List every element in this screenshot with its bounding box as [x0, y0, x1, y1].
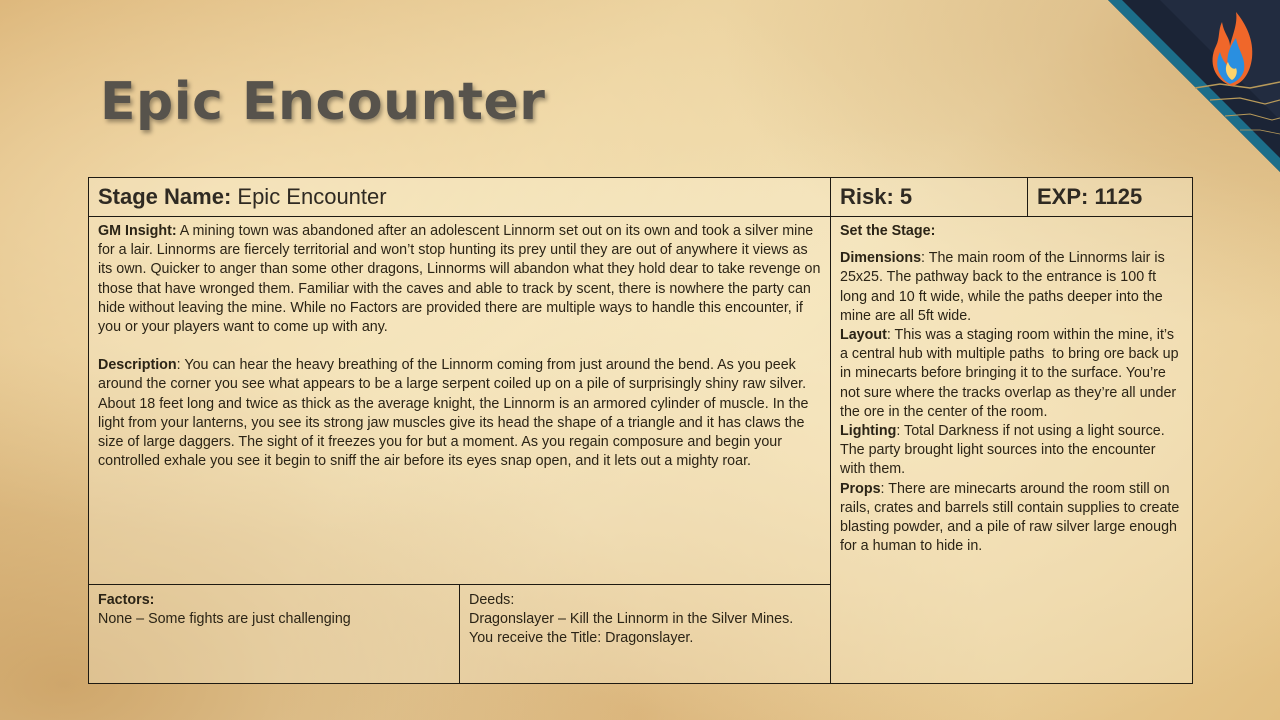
- dimensions-label: Dimensions: [840, 250, 922, 267]
- exp-cell: [1027, 177, 1193, 217]
- lighting-label: Lighting: [840, 423, 897, 440]
- risk-cell: [830, 177, 1028, 217]
- props-paragraph: [840, 480, 1183, 557]
- factors-text: None – Some fights are just challenging: [98, 611, 351, 628]
- factors-label: Factors:: [98, 592, 155, 608]
- props-text: : There are minecarts around the room still on rails, crates and barrels still contain supplies to create blasting powder, and a pile of raw silver large enough for a human to hide in.: [840, 480, 1180, 555]
- set-the-stage-cell: [830, 216, 1193, 684]
- risk-label: Risk: 5: [840, 184, 913, 209]
- props-label: Props: [840, 480, 881, 497]
- layout-paragraph: [840, 326, 1183, 422]
- stage-name-value: Epic Encounter: [231, 184, 387, 209]
- description-paragraph: [98, 356, 821, 471]
- gm-insight-label: GM Insight:: [98, 223, 177, 239]
- exp-label: EXP: 1125: [1037, 184, 1143, 209]
- deeds-label: Deeds:: [469, 592, 515, 608]
- deeds-cell: [459, 584, 831, 684]
- deeds-line-1: Dragonslayer – Kill the Linnorm in the Silver Mines.: [469, 611, 794, 628]
- dimensions-paragraph: [840, 249, 1183, 326]
- lighting-text: : Total Darkness if not using a light source. The party brought light sources into the encounter with them.: [840, 423, 1165, 478]
- deeds-line-2: You receive the Title: Dragonslayer.: [469, 630, 694, 647]
- gm-insight-text: A mining town was abandoned after an adolescent Linnorm set out on its own and took a silver mine for a lair. Linnorms are fiercely territorial and won’t stop hunting its prey until they are out of anywhere it views as its own. Quicker to anger than some other dragons, Linnorms will abandon what they hold dear to take revenge on those that have wronged them. Familiar with the caves and able to track by scent, there is nowhere the party can hide without leaving the mine. While no Factors are provided there are multiple ways to handle this encounter, if you or your players want to come up with any.: [98, 223, 821, 336]
- dimensions-text: : The main room of the Linnorms lair is 25x25. The pathway back to the entrance is 100 ft long and 10 ft wide, while the paths deeper into the mine are all 5ft wide.: [840, 250, 1165, 324]
- stage-name-label: Stage Name:: [98, 184, 232, 209]
- set-the-stage-heading: Set the Stage:: [840, 223, 936, 239]
- stage-name-cell: [88, 177, 831, 217]
- page-title: Epic Encounter: [100, 72, 546, 132]
- layout-label: Layout: [840, 327, 887, 344]
- gm-insight-paragraph: [98, 222, 821, 337]
- encounter-table: [88, 177, 1193, 684]
- layout-text: : This was a staging room within the mine, it’s a central hub with multiple paths to bring ore back up in minecarts before bringing it to the surface. You’re not sure where the tracks overlap as they’re all under the ore in the center of the room.: [840, 327, 1183, 420]
- description-text: : You can hear the heavy breathing of the Linnorm coming from just around the bend. As you peek around the corner you see what appears to be a large serpent coiled up on a pile of surprisingly shiny raw silver. About 18 feet long and twice as thick as the average knight, the Linnorm is an armored cylinder of muscle. In the light from your lanterns, you see its strong jaw muscles give its head the shape of a triangle and it has claws the size of large daggers. The sight of it freezes you for but a moment. As you regain composure and begin your controlled exhale you see it begin to sniff the air before its eyes snap open, and it lets out a mighty roar.: [98, 357, 809, 470]
- flame-logo-icon: [1206, 10, 1258, 88]
- lighting-paragraph: [840, 422, 1183, 480]
- gm-insight-cell: [88, 216, 831, 585]
- description-label: Description: [98, 357, 177, 374]
- factors-cell: [88, 584, 460, 684]
